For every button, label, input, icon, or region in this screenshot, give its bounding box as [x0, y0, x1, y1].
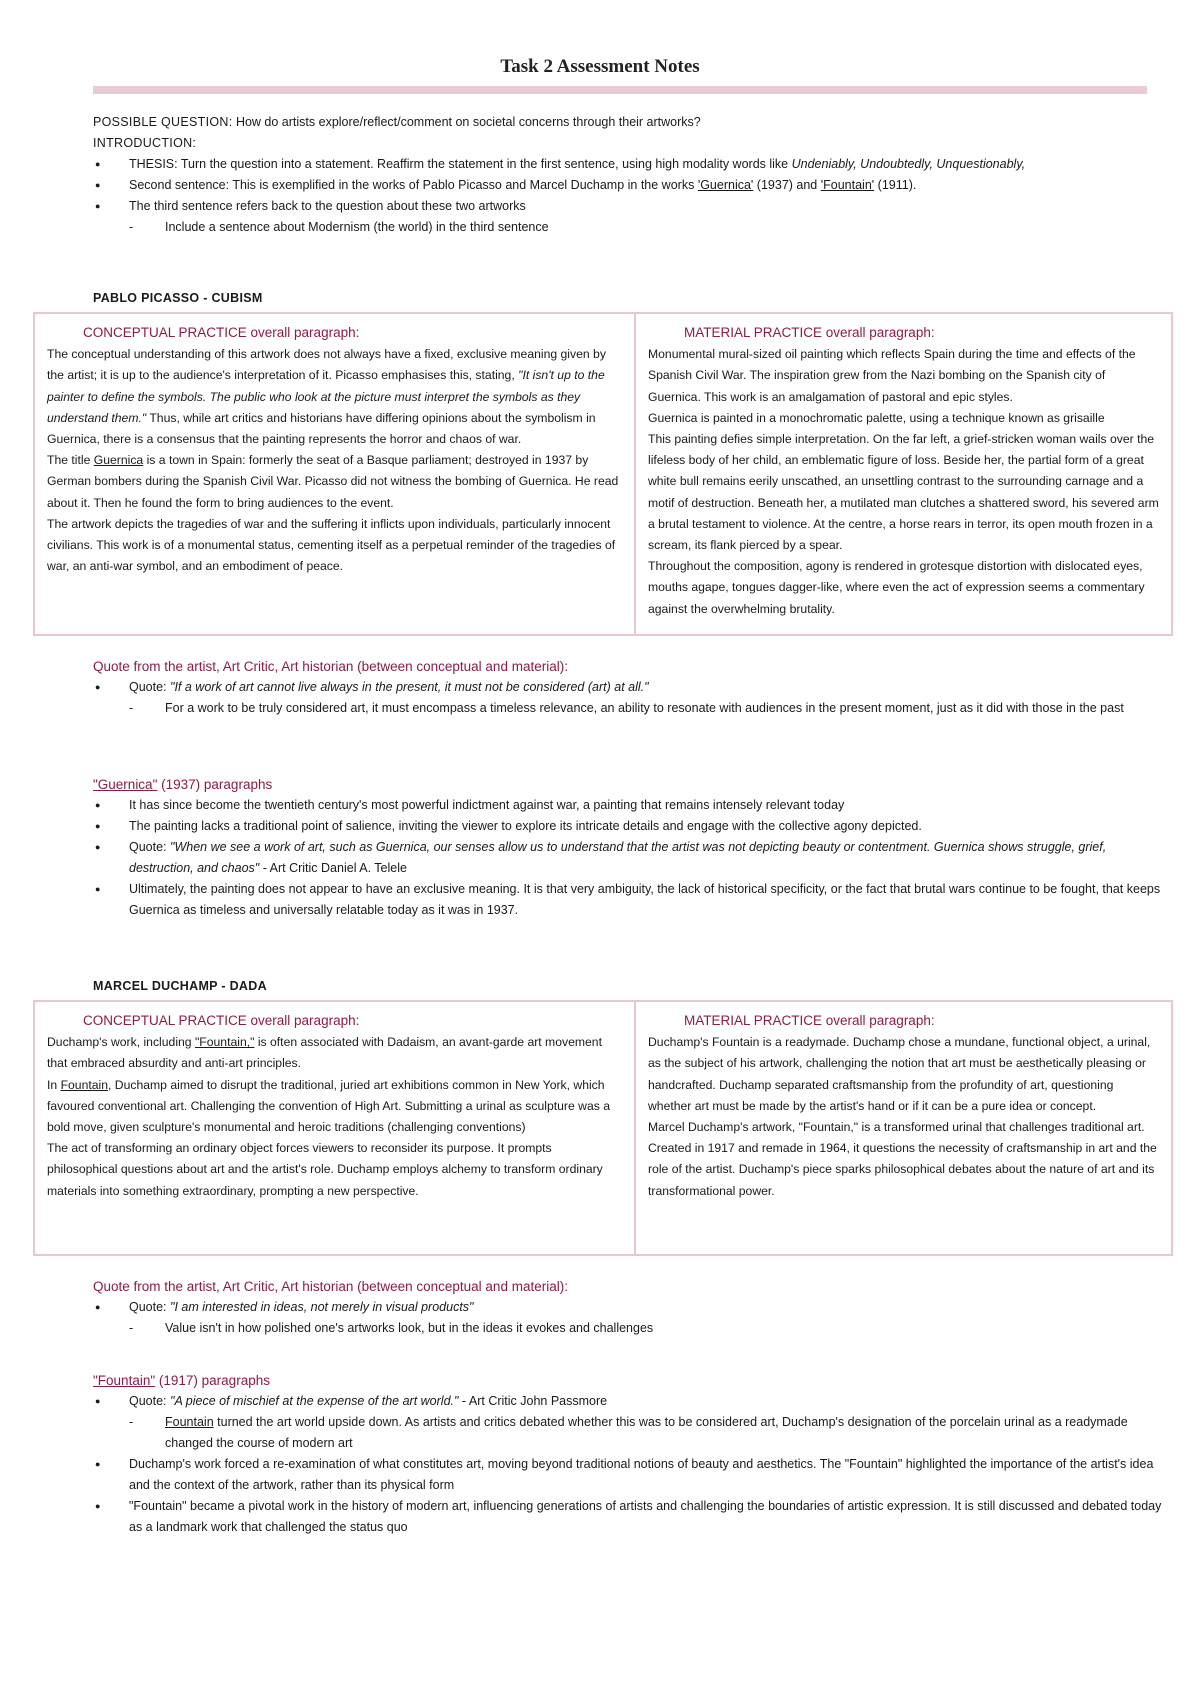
picasso-conceptual-cell: CONCEPTUAL PRACTICE overall paragraph: The conceptual understanding of this artwork does not always have a fixed, exclusive meaning given by the artist; it is up to the audience's interpretation of it. Picasso emphasises this, stating, "It isn't up to the painter to define the symbols. The public who look at the picture must interpret the symbols as they understand them." Thus, while art critics and historians have differing opinions about the symbolism in Guernica, there is a consensus that the painting represents the horror and chaos of war. The title Guernica is a town in Spain: formerly the seat of a Basque parliament; destroyed in 1937 by German bombers during the Spanish Civil War. Picasso did not witness the bombing of Guernica. He read about it. Then he found the form to bring audiences to the event. The artwork depicts the tragedies of war and the suffering it inflicts upon individuals, particularly innocent civilians. This work is of a monumental status, cementing itself as a perpetual reminder of the tragedies of war, an anti-war symbol, and an embodiment of peace. — [35, 314, 636, 634]
paragraphs-heading: "Guernica" (1937) paragraphs — [93, 777, 273, 792]
material-heading: MATERIAL PRACTICE overall paragraph: — [684, 1013, 935, 1028]
duchamp-heading: MARCEL DUCHAMP - DADA — [93, 979, 267, 993]
list-item: ● The third sentence refers back to the question about these two artworks - Include a sentence about Modernism (the world) in the third sentence — [129, 196, 1173, 238]
list-item: ● Quote: "A piece of mischief at the expense of the art world." - Art Critic John Passmore - Fountain turned the art world upside down. As artists and critics debated whether this was to be considered art, Duchamp's designation of the porcelain urinal as a readymade changed the course of modern art — [129, 1391, 1173, 1454]
picasso-heading: PABLO PICASSO - CUBISM — [93, 291, 263, 305]
paragraphs-heading: "Fountain" (1917) paragraphs — [93, 1373, 270, 1388]
conceptual-heading: CONCEPTUAL PRACTICE overall paragraph: — [83, 325, 360, 340]
list-item: - Include a sentence about Modernism (the world) in the third sentence — [165, 217, 1173, 238]
list-item: - Value isn't in how polished one's artworks look, but in the ideas it evokes and challenges — [165, 1318, 1173, 1339]
picasso-quote-section — [93, 656, 1173, 719]
introduction-label: INTRODUCTION: — [93, 136, 197, 150]
duchamp-conceptual-cell: CONCEPTUAL PRACTICE overall paragraph: Duchamp's work, including "Fountain," is often associated with Dadaism, an avant-garde art movement that embraced absurdity and anti-art principles. In Fountain, Duchamp aimed to disrupt the traditional, juried art exhibitions common in New York, which favoured conventional art. Challenging the convention of High Art. Submitting a urinal as sculpture was a bold move, given sculpture's monumental and heroic traditions (challenging conventions) The act of transforming an ordinary object forces viewers to reconsider its purpose. It prompts philosophical questions about art and the artist's role. Duchamp employs alchemy to transform ordinary materials into something extraordinary, prompting a new perspective. — [35, 1002, 636, 1254]
intro-list — [93, 154, 1173, 238]
title-rule — [93, 86, 1147, 94]
fountain-paragraphs-section — [93, 1370, 1173, 1538]
question-label: POSSIBLE QUESTION: — [93, 115, 233, 129]
list-item: ● Quote: "If a work of art cannot live always in the present, it must not be considered (art) at all." - For a work to be truly considered art, it must encompass a timeless relevance, an ability to resonate with audiences in the present moment, just as it did with those in the past — [129, 677, 1173, 719]
picasso-practice-table — [33, 312, 1173, 636]
duchamp-material-cell: MATERIAL PRACTICE overall paragraph: Duchamp's Fountain is a readymade. Duchamp chose a mundane, functional object, a urinal, as the subject of his artwork, challenging the notion that art must be aesthetically pleasing or handcrafted. Duchamp separated craftsmanship from the profundity of art, questioning whether art must be made by the artist's hand or if it can be a pure idea or concept. Marcel Duchamp's artwork, "Fountain," is a transformed urinal that challenges traditional art. Created in 1917 and remade in 1964, it questions the necessity of craftsmanship in art and the role of the artist. Duchamp's piece sparks philosophical debates about the nature of art and its transformational power. — [636, 1002, 1171, 1254]
quote-heading: Quote from the artist, Art Critic, Art historian (between conceptual and material): — [93, 1279, 568, 1294]
picasso-material-cell: MATERIAL PRACTICE overall paragraph: Monumental mural-sized oil painting which reflects Spain during the time and effects of the Spanish Civil War. The inspiration grew from the Nazi bombing on the Spanish city of Guernica. This work is an amalgamation of pastoral and epic styles. Guernica is painted in a monochromatic palette, using a technique known as grisaille This painting defies simple interpretation. On the far left, a grief-stricken woman wails over the lifeless body of her child, an emblematic figure of loss. Beside her, the partial form of a great white bull remains eerily unscathed, an unsettling contrast to the surrounding carnage and a motif of destruction. Beneath her, a mutilated man clutches a shattered sword, his severed arm a brutal testament to violence. At the centre, a horse rears in terror, its open mouth frozen in a scream, its flank pierced by a spear. Throughout the composition, agony is rendered in grotesque distortion with dislocated eyes, mouths agape, tongues dagger-like, where even the act of expression seems a commentary against the overwhelming brutality. — [636, 314, 1171, 634]
material-heading: MATERIAL PRACTICE overall paragraph: — [684, 325, 935, 340]
page-title: Task 2 Assessment Notes — [500, 56, 700, 77]
question-text: How do artists explore/reflect/comment on societal concerns through their artworks? — [235, 115, 701, 129]
quote-heading: Quote from the artist, Art Critic, Art historian (between conceptual and material): — [93, 659, 568, 674]
list-item: - Fountain turned the art world upside down. As artists and critics debated whether this was to be considered art, Duchamp's designation of the porcelain urinal as a readymade changed the course of modern art — [165, 1412, 1173, 1454]
possible-question — [93, 112, 1173, 133]
list-item: ● It has since become the twentieth century's most powerful indictment against war, a painting that remains intensely relevant today — [129, 795, 1173, 816]
list-item: ● Ultimately, the painting does not appear to have an exclusive meaning. It is that very ambiguity, the lack of historical specificity, or the fact that brutal wars continue to be fought, that keeps Guernica as timeless and universally relatable today as it was in 1937. — [129, 879, 1173, 921]
guernica-paragraphs-section — [93, 774, 1173, 921]
list-item: ● Second sentence: This is exemplified in the works of Pablo Picasso and Marcel Duchamp in the works 'Guernica' (1937) and 'Fountain' (1911). — [129, 175, 1173, 196]
list-item: ● Duchamp's work forced a re-examination of what constitutes art, moving beyond traditional notions of beauty and aesthetics. The "Fountain" highlighted the importance of the artist's idea and the context of the artwork, rather than its physical form — [129, 1454, 1173, 1496]
list-item: ● Quote: "When we see a work of art, such as Guernica, our senses allow us to understand that the artist was not depicting beauty or contentment. Guernica shows struggle, grief, destruction, and chaos" - Art Critic Daniel A. Telele — [129, 837, 1173, 879]
intro-section — [93, 112, 1173, 238]
list-item: ● Quote: "I am interested in ideas, not merely in visual products" - Value isn't in how polished one's artworks look, but in the ideas it evokes and challenges — [129, 1297, 1173, 1339]
duchamp-quote-section — [93, 1276, 1173, 1339]
list-item: ● THESIS: Turn the question into a statement. Reaffirm the statement in the first sentence, using high modality words like Undeniably, Undoubtedly, Unquestionably, — [129, 154, 1173, 175]
list-item: ● "Fountain" became a pivotal work in the history of modern art, influencing generations of artists and challenging the boundaries of artistic expression. It is still discussed and debated today as a landmark work that challenged the status quo — [129, 1496, 1173, 1538]
duchamp-practice-table — [33, 1000, 1173, 1256]
list-item: - For a work to be truly considered art, it must encompass a timeless relevance, an ability to resonate with audiences in the present moment, just as it did with those in the past — [165, 698, 1173, 719]
conceptual-heading: CONCEPTUAL PRACTICE overall paragraph: — [83, 1013, 360, 1028]
list-item: ● The painting lacks a traditional point of salience, inviting the viewer to explore its intricate details and engage with the collective agony depicted. — [129, 816, 1173, 837]
